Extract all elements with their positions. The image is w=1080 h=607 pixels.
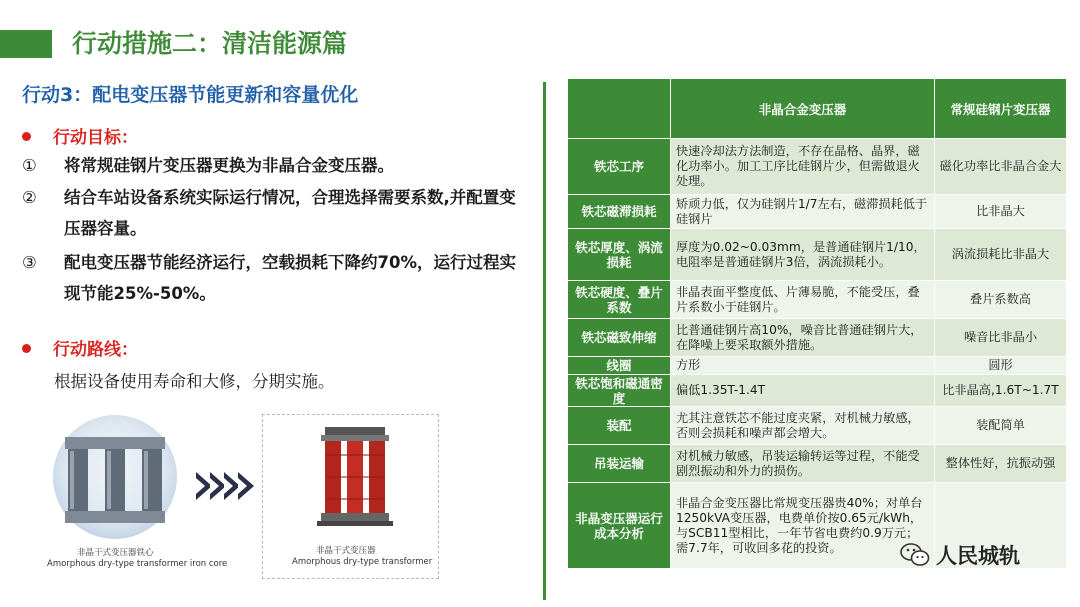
goal-text: 结合车站设备系统实际运行情况，合理选择需要系数,并配置变压器容量。	[64, 188, 516, 238]
row-key: 铁芯硬度、叠片系数	[568, 281, 671, 319]
row-silicon: 比非晶高,1.6T~1.7T	[935, 375, 1067, 407]
table-row	[568, 229, 1067, 281]
table-header-row	[568, 79, 1067, 139]
table-row	[568, 445, 1067, 483]
goal-text: 将常规硅钢片变压器更换为非晶合金变压器。	[64, 156, 394, 175]
row-silicon: 圆形	[935, 357, 1067, 375]
row-key: 铁芯厚度、涡流损耗	[568, 229, 671, 281]
table-row	[568, 139, 1067, 195]
row-silicon: 比非晶大	[935, 195, 1067, 229]
goal-number: ②	[22, 188, 37, 207]
table-row	[568, 407, 1067, 445]
table-row	[568, 319, 1067, 357]
row-amorphous: 比普通硅钢片高10%，噪音比普通硅钢片大，在降噪上要采取额外措施。	[671, 319, 935, 357]
goal-item-2	[22, 182, 532, 244]
row-key: 铁芯磁滞损耗	[568, 195, 671, 229]
transformer-caption-en: Amorphous dry-type transformer	[292, 557, 433, 567]
watermark-text: 人民城轨	[936, 544, 1020, 568]
goal-number: ③	[22, 253, 37, 272]
iron-core-caption-cn: 非晶干式变压器铁心	[77, 548, 154, 558]
route-heading	[22, 335, 138, 360]
row-amorphous: 偏低1.35T-1.4T	[671, 375, 935, 407]
row-key: 吊装运输	[568, 445, 671, 483]
bullet-dot-icon	[22, 132, 31, 141]
header-blank	[568, 79, 671, 139]
goal-text: 配电变压器节能经济运行，空载损耗下降约70%，运行过程实现节能25%-50%。	[64, 253, 516, 303]
header-amorphous: 非晶合金变压器	[671, 79, 935, 139]
route-heading-label: 行动路线：	[53, 340, 138, 360]
row-amorphous: 尤其注意铁芯不能过度夹紧，对机械力敏感，否则会损耗和噪声都会增大。	[671, 407, 935, 445]
comparison-table	[567, 78, 1067, 569]
transformer-illustration	[263, 415, 437, 535]
table-row	[568, 281, 1067, 319]
row-key: 铁芯工序	[568, 139, 671, 195]
row-key: 装配	[568, 407, 671, 445]
section-subtitle: 行动3：配电变压器节能更新和容量优化	[22, 84, 359, 106]
goals-heading	[22, 123, 138, 148]
row-silicon: 噪音比非晶小	[935, 319, 1067, 357]
row-amorphous: 对机械力敏感，吊装运输转运等过程，不能受剧烈振动和外力的损伤。	[671, 445, 935, 483]
row-amorphous: 非晶表面平整度低、片薄易脆，不能受压，叠片系数小于硅钢片。	[671, 281, 935, 319]
row-amorphous: 厚度为0.02~0.03mm，是普通硅钢片1/10，电阻率是普通硅钢片3倍，涡流损耗小。	[671, 229, 935, 281]
row-key: 非晶变压器运行成本分析	[568, 483, 671, 569]
table-row	[568, 375, 1067, 407]
page-title: 行动措施二：清洁能源篇	[72, 29, 348, 58]
table-row	[568, 195, 1067, 229]
goal-item-3	[22, 247, 532, 309]
bullet-dot-icon	[22, 344, 31, 353]
goal-item-1	[22, 150, 532, 181]
iron-core-illustration	[40, 415, 190, 545]
wechat-icon	[900, 542, 930, 568]
row-silicon: 涡流损耗比非晶大	[935, 229, 1067, 281]
header-silicon-steel: 常规硅钢片变压器	[935, 79, 1067, 139]
goals-heading-label: 行动目标：	[53, 128, 138, 148]
chevron-arrows-icon	[196, 472, 252, 500]
row-silicon: 装配简单	[935, 407, 1067, 445]
row-silicon: 叠片系数高	[935, 281, 1067, 319]
row-key: 线圈	[568, 357, 671, 375]
iron-core-caption-en: Amorphous dry-type transformer iron core	[47, 559, 228, 569]
row-amorphous: 非晶合金变压器比常规变压器贵40%；对单台1250kVA变压器，电费单价按0.65元/kWh，与SCB11型相比，一年节省电费约0.9万元；需7.7年，可收回多花的投资。	[671, 483, 935, 569]
row-key: 铁芯饱和磁通密度	[568, 375, 671, 407]
watermark	[900, 540, 1020, 570]
row-amorphous: 矫顽力低，仅为硅钢片1/7左右，磁滞损耗低于硅钢片	[671, 195, 935, 229]
divider-line	[543, 82, 546, 600]
route-text: 根据设备使用寿命和大修，分期实施。	[54, 372, 335, 391]
row-amorphous: 快速冷却法方法制造，不存在晶格、晶界，磁化功率小。加工工序比硅钢片少，但需做退火处理。	[671, 139, 935, 195]
row-amorphous: 方形	[671, 357, 935, 375]
row-silicon: 整体性好，抗振动强	[935, 445, 1067, 483]
row-key: 铁芯磁致伸缩	[568, 319, 671, 357]
row-silicon: 磁化功率比非晶合金大	[935, 139, 1067, 195]
transformer-caption-cn: 非晶干式变压器	[316, 546, 376, 556]
goal-number: ①	[22, 156, 37, 175]
table-row	[568, 357, 1067, 375]
title-accent-bar	[0, 30, 52, 58]
